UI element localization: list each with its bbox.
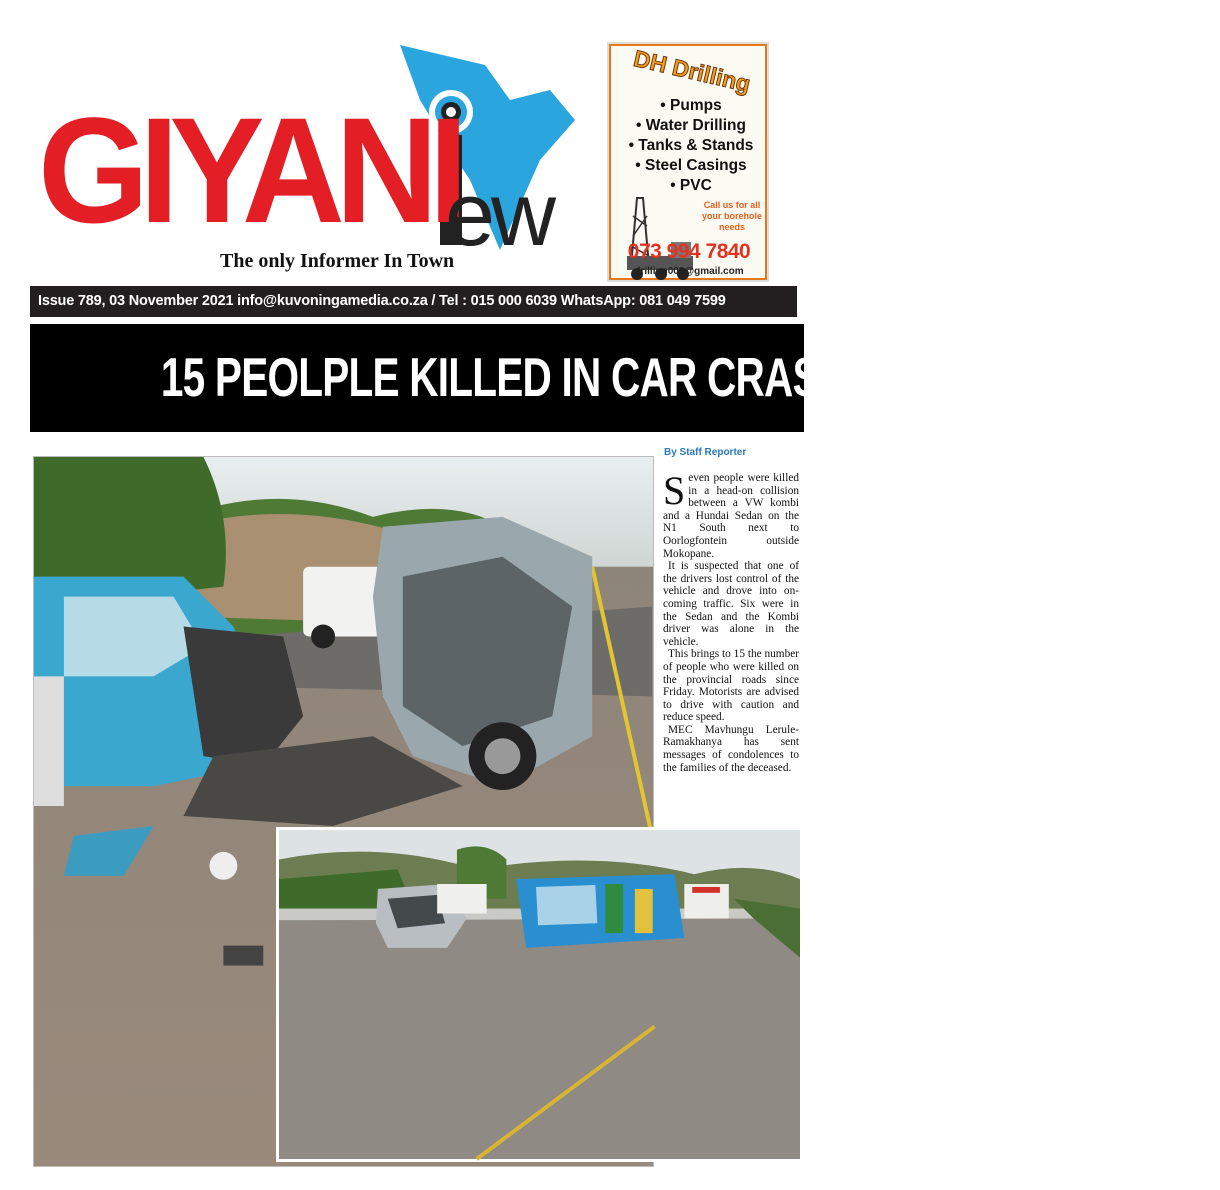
ad-service-list [621,96,761,196]
inset-crash-photo [276,827,803,1162]
tagline: The only Informer In Town [220,250,455,272]
article-body [663,468,799,774]
ad-service-item: • Steel Casings [621,156,761,176]
ad-email[interactable]: drilling003@gmail.com [634,266,744,277]
logo-wordmark-suffix: ew [445,165,553,265]
headline [30,324,1089,432]
ad-service-item: • PVC [621,176,761,196]
ad-service-item: • Water Drilling [621,116,761,136]
logo-wordmark: GIYANI [38,86,459,254]
byline: By Staff Reporter [664,447,747,458]
article-paragraph: This brings to 15 the number of people who were killed on the provincial roads since Friday. Motorists are advised to drive with caution and reduce speed. [663,648,799,724]
ad-service-item: • Pumps [621,96,761,116]
article-paragraph: MEC Mavhungu Lerule-Ramakhanya has sent messages of condolences to the families of the deceased. [663,723,799,774]
ad-phone[interactable]: 073 994 7840 [627,240,751,263]
ad-service-item: • Tanks & Stands [621,136,761,156]
advertisement[interactable] [609,44,767,280]
article-lead-text: even people were killed in a head-on collision between a VW kombi and a Hundai Sedan on the N1 South next to Oorlogfontein outside Mokopane. [663,472,799,560]
article-paragraph: It is suspected that one of the drivers lost control of the vehicle and drove into on-coming traffic. Six were in the Sedan and the Kombi driver was alone in the vehicle. [663,560,799,648]
headline-text: 15 PEOLPLE KILLED IN CAR CRASH IN LIMPOPO [160,347,1089,409]
article-paragraph [663,468,799,560]
drop-cap: S [663,468,686,513]
masthead [30,40,610,280]
issue-info-bar: Issue 789, 03 November 2021 info@kuvoningamedia.co.za / Tel : 015 000 6039 WhatsApp: 081 049 7599 [30,286,797,317]
ad-title: DH Drilling [631,44,753,98]
ad-call-text: Call us for all your borehole needs [701,200,762,232]
